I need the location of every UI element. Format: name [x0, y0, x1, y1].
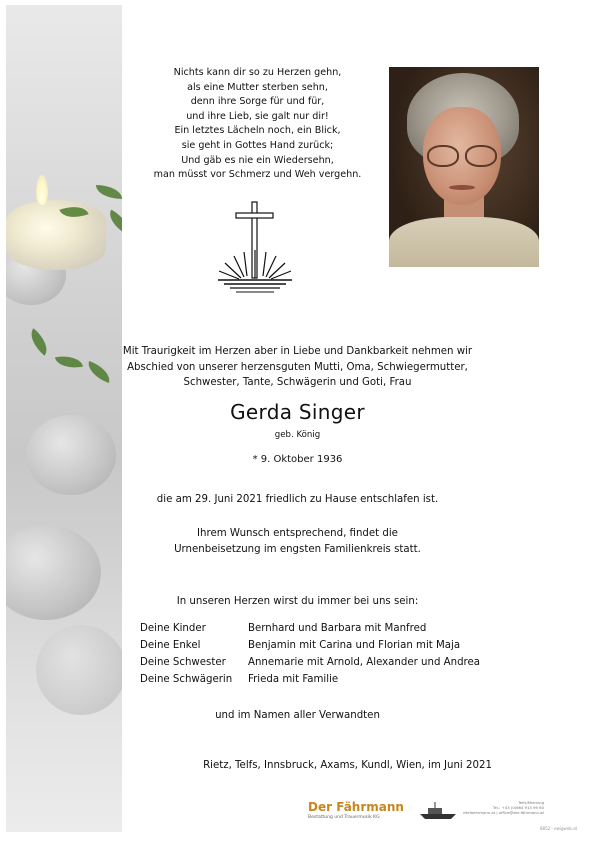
poem-line: Ein letztes Lächeln noch, ein Blick, [174, 125, 341, 137]
family-row [140, 620, 480, 637]
relation-names: Frieda mit Familie [248, 674, 339, 685]
poem-line: man müsst vor Schmerz und Weh vergehn. [153, 169, 362, 181]
deceased-name: Gerda Singer [230, 400, 365, 424]
contact-info [462, 800, 544, 815]
stone [6, 525, 101, 620]
contact-line: Tel.: +43 (0)664 915 99 60 [492, 805, 544, 810]
portrait-photo [389, 67, 539, 267]
ivy-leaf [55, 353, 83, 371]
maiden-name: geb. König [274, 430, 321, 440]
glasses [427, 145, 459, 167]
relation-label: Deine Enkel [140, 640, 201, 651]
relation-names: Benjamin mit Carina und Florian mit Maja [248, 640, 461, 651]
poem-line: Und gäb es nie ein Wiedersehn, [181, 154, 334, 166]
poem-line: und ihre Lieb, sie galt nur dir! [186, 110, 329, 122]
ferry-boat-icon [418, 801, 458, 821]
family-row [140, 654, 480, 671]
poem [140, 66, 375, 183]
contact-line: derfaehrmann.at | office@der-fährmann.at [463, 810, 544, 815]
memory-line: In unseren Herzen wirst du immer bei uns sein: [176, 596, 419, 607]
candle [6, 200, 106, 270]
relation-label: Deine Schwester [140, 657, 226, 668]
relatives-line: und im Namen aller Verwandten [215, 710, 380, 721]
relation-names: Annemarie mit Arnold, Alexander und Andrea [248, 657, 481, 668]
decorative-side-image [6, 5, 122, 832]
family-row [140, 637, 480, 654]
candle-flame [36, 175, 48, 205]
intro-text: Mit Traurigkeit im Herzen aber in Liebe und Dankbarkeit nehmen wir Abschied von unserer herzensguten Mutti, Oma, Schwiegermutter, Schwester, Tante, Schwägerin und Goti, Frau [122, 346, 473, 388]
relation-names: Bernhard und Barbara mit Manfred [248, 623, 427, 634]
brand-logo: Der Fährmann [308, 800, 404, 814]
contact-line: Telfs/Mieming [518, 800, 544, 805]
family-row [140, 671, 480, 688]
poem-line: sie geht in Gottes Hand zurück; [181, 139, 334, 151]
death-line: die am 29. Juni 2021 friedlich zu Hause entschlafen ist. [156, 494, 439, 505]
poem-line: als eine Mutter sterben sehn, [187, 81, 328, 93]
family-list [140, 620, 480, 688]
ivy-leaf [96, 185, 122, 199]
brand-subtitle: Bestattung und Trauermusik KG [308, 815, 380, 820]
poem-line: Nichts kann dir so zu Herzen gehn, [173, 67, 342, 78]
birth-date: * 9. Oktober 1936 [252, 454, 343, 465]
stone [36, 625, 122, 715]
ivy-leaf [84, 361, 113, 383]
stone [26, 415, 116, 495]
relation-label: Deine Kinder [140, 623, 206, 634]
burial-notice: Ihrem Wunsch entsprechend, findet die Urnenbeisetzung im engsten Familienkreis statt. [174, 528, 421, 555]
cross-sun-icon [214, 200, 296, 302]
ivy-leaf [104, 209, 122, 234]
footer-code: 8852 - ewigweb.at [540, 826, 578, 831]
places-date: Rietz, Telfs, Innsbruck, Axams, Kundl, Wien, im Juni 2021 [203, 760, 492, 771]
poem-line: denn ihre Sorge für und für, [190, 96, 325, 108]
ivy-leaf [25, 328, 54, 355]
relation-label: Deine Schwägerin [140, 674, 233, 685]
